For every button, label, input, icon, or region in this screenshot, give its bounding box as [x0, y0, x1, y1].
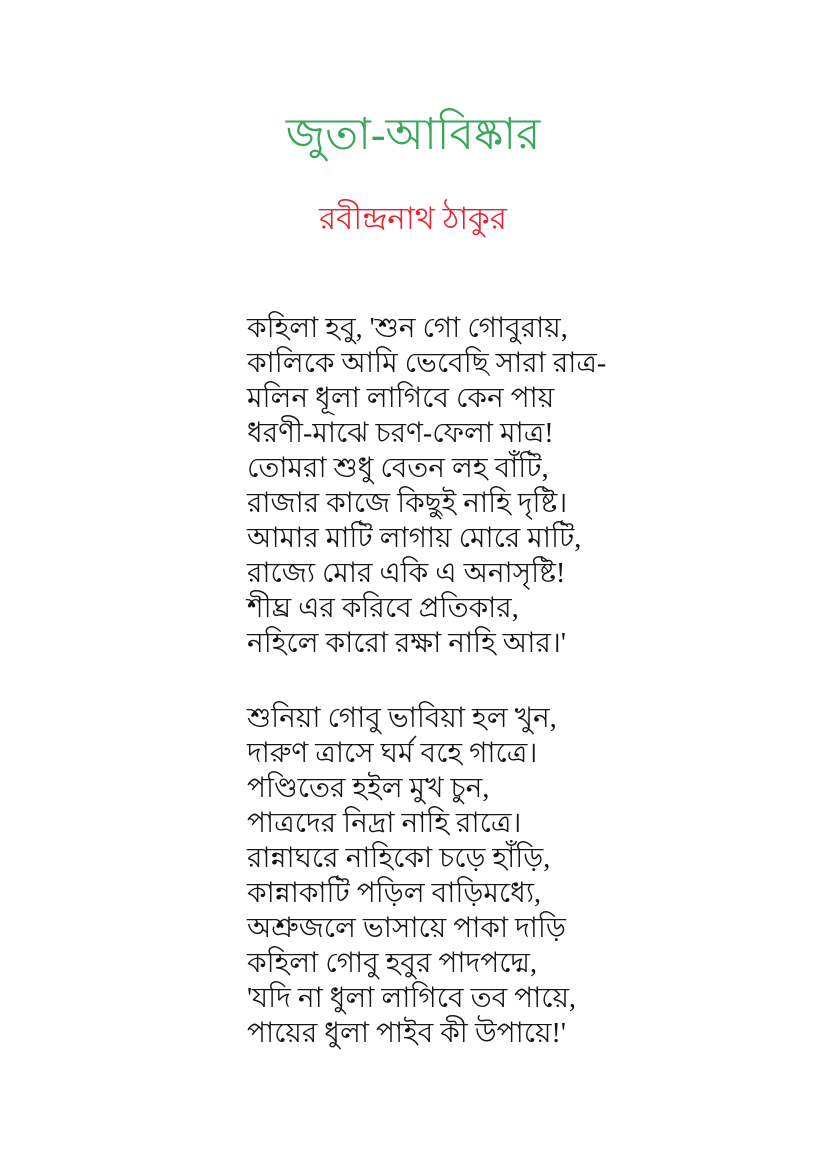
poem-line: 'যদি না ধুলা লাগিবে তব পায়ে, [247, 983, 577, 1015]
poem-line: কহিলা হবু, 'শুন গো গোবুরায়, [247, 313, 568, 345]
poem-line: মলিন ধূলা লাগিবে কেন পায় [247, 383, 555, 415]
poem-line: আমার মাটি লাগায় মোরে মাটি, [247, 523, 582, 555]
poem-line: দারুণ ত্রাসে ঘর্ম বহে গাত্রে। [247, 738, 538, 770]
poem-line: পায়ের ধুলা পাইব কী উপায়ে!' [247, 1018, 566, 1050]
stanza [247, 311, 786, 661]
stanza [247, 701, 786, 1051]
poem-line: কান্নাকাটি পড়িল বাড়িমধ্যে, [247, 878, 541, 910]
poem-line: তোমরা শুধু বেতন লহ বাঁটি, [247, 453, 549, 485]
poem-author: রবীন্দ্রনাথ ঠাকুর [319, 201, 507, 237]
poem-line: কহিলা গোবু হবুর পাদপদ্মে, [247, 948, 538, 980]
poem-line: রাজ্যে মোর একি এ অনাসৃষ্টি! [247, 558, 566, 590]
poem [247, 311, 786, 1051]
poem-line: শীঘ্র এর করিবে প্রতিকার, [247, 593, 519, 625]
poem-line: শুনিয়া গোবু ভাবিয়া হল খুন, [247, 703, 557, 735]
poem-line: ধরণী-মাঝে চরণ-ফেলা মাত্র! [247, 418, 554, 450]
poem-line: রাজার কাজে কিছুই নাহি দৃষ্টি। [247, 488, 568, 520]
poem-line: অশ্রুজলে ভাসায়ে পাকা দাড়ি [247, 913, 566, 945]
poem-line: পণ্ডিতের হইল মুখ চুন, [247, 773, 490, 805]
poem-line: নহিলে কারো রক্ষা নাহি আর।' [247, 628, 566, 660]
poem-line: পাত্রদের নিদ্রা নাহি রাত্রে। [247, 808, 522, 840]
poem-title: জুতা-আবিষ্কার [285, 110, 541, 159]
poem-line: কালিকে আমি ভেবেছি সারা রাত্র- [247, 348, 607, 380]
poem-line: রান্নাঘরে নাহিকো চড়ে হাঁড়ি, [247, 843, 551, 875]
